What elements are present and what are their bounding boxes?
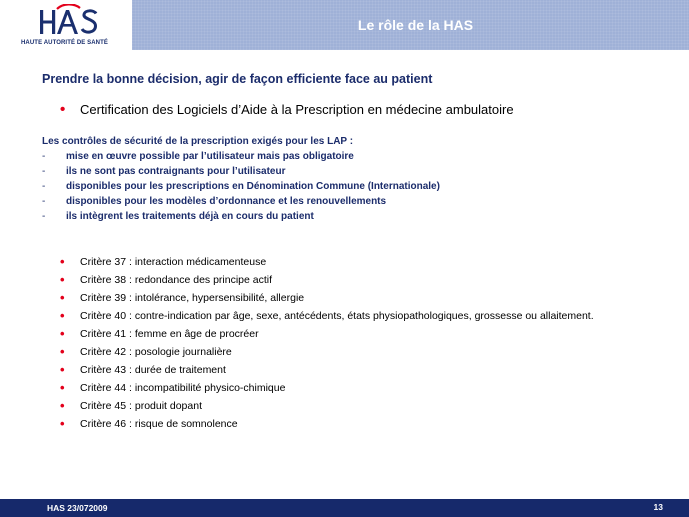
dash-marker: -	[42, 181, 46, 192]
criterion-text: Critère 45 : produit dopant	[80, 400, 202, 412]
list-item	[60, 310, 594, 328]
criterion-text: Critère 39 : intolérance, hypersensibilité, allergie	[80, 292, 305, 304]
bullet-icon: •	[60, 308, 65, 323]
bullet-icon: •	[60, 344, 65, 359]
page-number: 13	[653, 502, 663, 512]
list-item	[60, 346, 594, 364]
logo-subtitle: HAUTE AUTORITÉ DE SANTÉ	[21, 40, 108, 46]
list-item	[42, 211, 440, 226]
bullet-icon: •	[60, 380, 65, 395]
list-item	[42, 181, 440, 196]
list-item-text: disponibles pour les prescriptions en Dénomination Commune (Internationale)	[66, 181, 440, 192]
criterion-text: Critère 40 : contre-indication par âge, sexe, antécédents, états physiopathologiques, grossesse ou allaitement.	[80, 310, 594, 322]
bullet-icon: •	[60, 416, 65, 431]
bullet-icon: •	[60, 272, 65, 287]
list-item	[60, 292, 594, 310]
criterion-text: Critère 46 : risque de somnolence	[80, 418, 238, 430]
main-bullet	[60, 101, 514, 118]
bullet-icon: •	[60, 290, 65, 305]
header-bar	[132, 0, 689, 50]
list-item	[42, 151, 440, 166]
list-item	[60, 274, 594, 292]
dash-marker: -	[42, 151, 46, 162]
list-item-text: ils intègrent les traitements déjà en cours du patient	[66, 211, 314, 222]
criterion-text: Critère 44 : incompatibilité physico-chimique	[80, 382, 286, 394]
criteria-list	[60, 256, 594, 436]
list-item	[42, 166, 440, 181]
has-logo-mark	[38, 4, 100, 38]
footer-bar	[0, 499, 689, 517]
controls-list	[42, 151, 440, 226]
list-item-text: disponibles pour les modèles d’ordonnance et les renouvellements	[66, 196, 387, 207]
slide-subtitle: Prendre la bonne décision, agir de façon efficiente face au patient	[42, 72, 433, 86]
criterion-text: Critère 38 : redondance des principe actif	[80, 274, 273, 286]
bullet-icon: •	[60, 101, 66, 118]
bullet-icon: •	[60, 398, 65, 413]
slide-title: Le rôle de la HAS	[357, 17, 474, 33]
bullet-icon: •	[60, 326, 65, 341]
list-item	[60, 382, 594, 400]
dash-marker: -	[42, 166, 46, 177]
controls-title: Les contrôles de sécurité de la prescription exigés pour les LAP :	[42, 136, 354, 147]
footer-label: HAS 23/072009	[47, 503, 108, 513]
criterion-text: Critère 37 : interaction médicamenteuse	[80, 256, 267, 268]
list-item	[60, 364, 594, 382]
list-item-text: ils ne sont pas contraignants pour l’utilisateur	[66, 166, 286, 177]
main-bullet-text: Certification des Logiciels d’Aide à la Prescription en médecine ambulatoire	[80, 102, 514, 117]
criterion-text: Critère 41 : femme en âge de procréer	[80, 328, 259, 340]
list-item	[60, 328, 594, 346]
dash-marker: -	[42, 196, 46, 207]
criterion-text: Critère 43 : durée de traitement	[80, 364, 226, 376]
dash-marker: -	[42, 211, 46, 222]
bullet-icon: •	[60, 362, 65, 377]
list-item	[60, 400, 594, 418]
list-item	[60, 256, 594, 274]
list-item	[60, 418, 594, 436]
list-item-text: mise en œuvre possible par l’utilisateur mais pas obligatoire	[66, 151, 354, 162]
has-logo	[0, 0, 132, 50]
criterion-text: Critère 42 : posologie journalière	[80, 346, 232, 358]
list-item	[42, 196, 440, 211]
bullet-icon: •	[60, 254, 65, 269]
